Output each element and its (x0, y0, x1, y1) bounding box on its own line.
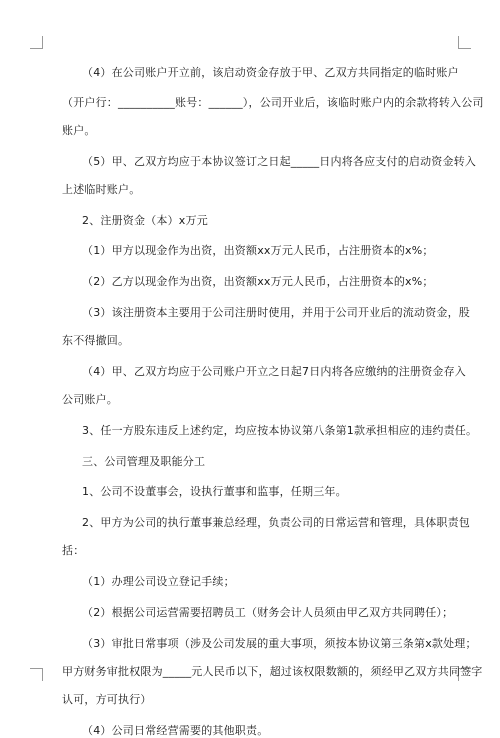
section-heading: 2、注册资金（本）x万元 (82, 214, 208, 227)
paragraph-line: （开户行：__________账号：______），公司开业后，该临时账户内的余款将转入公司 (62, 96, 484, 109)
paragraph-line: 甲方财务审批权限为_____元人民币以下，超过该权限数额的，须经甲乙双方共同签字 (62, 665, 483, 678)
paragraph-line: （1）甲方以现金作为出资，出资额xx万元人民币，占注册资本的x%； (82, 244, 434, 257)
paragraph-line: （3）审批日常事项（涉及公司发展的重大事项，须按本协议第三条第x款处理； (82, 637, 477, 650)
paragraph-line: （5）甲、乙双方均应于本协议签订之日起_____日内将各应支付的启动资金转入 (82, 155, 477, 168)
crop-mark-top-right (458, 36, 471, 49)
section-heading: 三、公司管理及职能分工 (82, 455, 206, 468)
paragraph-line: 上述临时账户。 (62, 183, 141, 196)
crop-mark-bottom-left (30, 668, 43, 681)
crop-mark-top-left (30, 36, 43, 49)
paragraph-line: 2、甲方为公司的执行董事兼总经理，负责公司的日常运营和管理，具体职责包 (82, 516, 470, 529)
paragraph-line: （2）根据公司运营需要招聘员工（财务会计人员须由甲乙双方共同聘任）； (82, 606, 454, 619)
paragraph-line: （1）办理公司设立登记手续； (82, 575, 235, 588)
paragraph-line: （4）在公司账户开立前，该启动资金存放于甲、乙双方共同指定的临时账户 (82, 66, 459, 79)
paragraph-line: 认可，方可执行） (62, 693, 152, 706)
paragraph-line: 括： (62, 544, 85, 557)
paragraph-line: 账户。 (62, 124, 96, 137)
paragraph-line: （4）甲、乙双方均应于公司账户开立之日起7日内将各应缴纳的注册资金存入 (82, 365, 466, 378)
paragraph-line: （2）乙方以现金作为出资，出资额xx万元人民币，占注册资本的x%； (82, 275, 434, 288)
paragraph-line: 东不得撤回。 (62, 334, 130, 347)
paragraph-line: 公司账户。 (62, 393, 118, 406)
paragraph-line: 1、公司不设董事会，设执行董事和监事，任期三年。 (82, 485, 347, 498)
paragraph-line: （4）公司日常经营需要的其他职责。 (82, 724, 269, 737)
paragraph-line: （3）该注册资本主要用于公司注册时使用，并用于公司开业后的流动资金，股 (82, 306, 470, 319)
paragraph-line: 3、任一方股东违反上述约定，均应按本协议第八条第1款承担相应的违约责任。 (82, 424, 478, 437)
